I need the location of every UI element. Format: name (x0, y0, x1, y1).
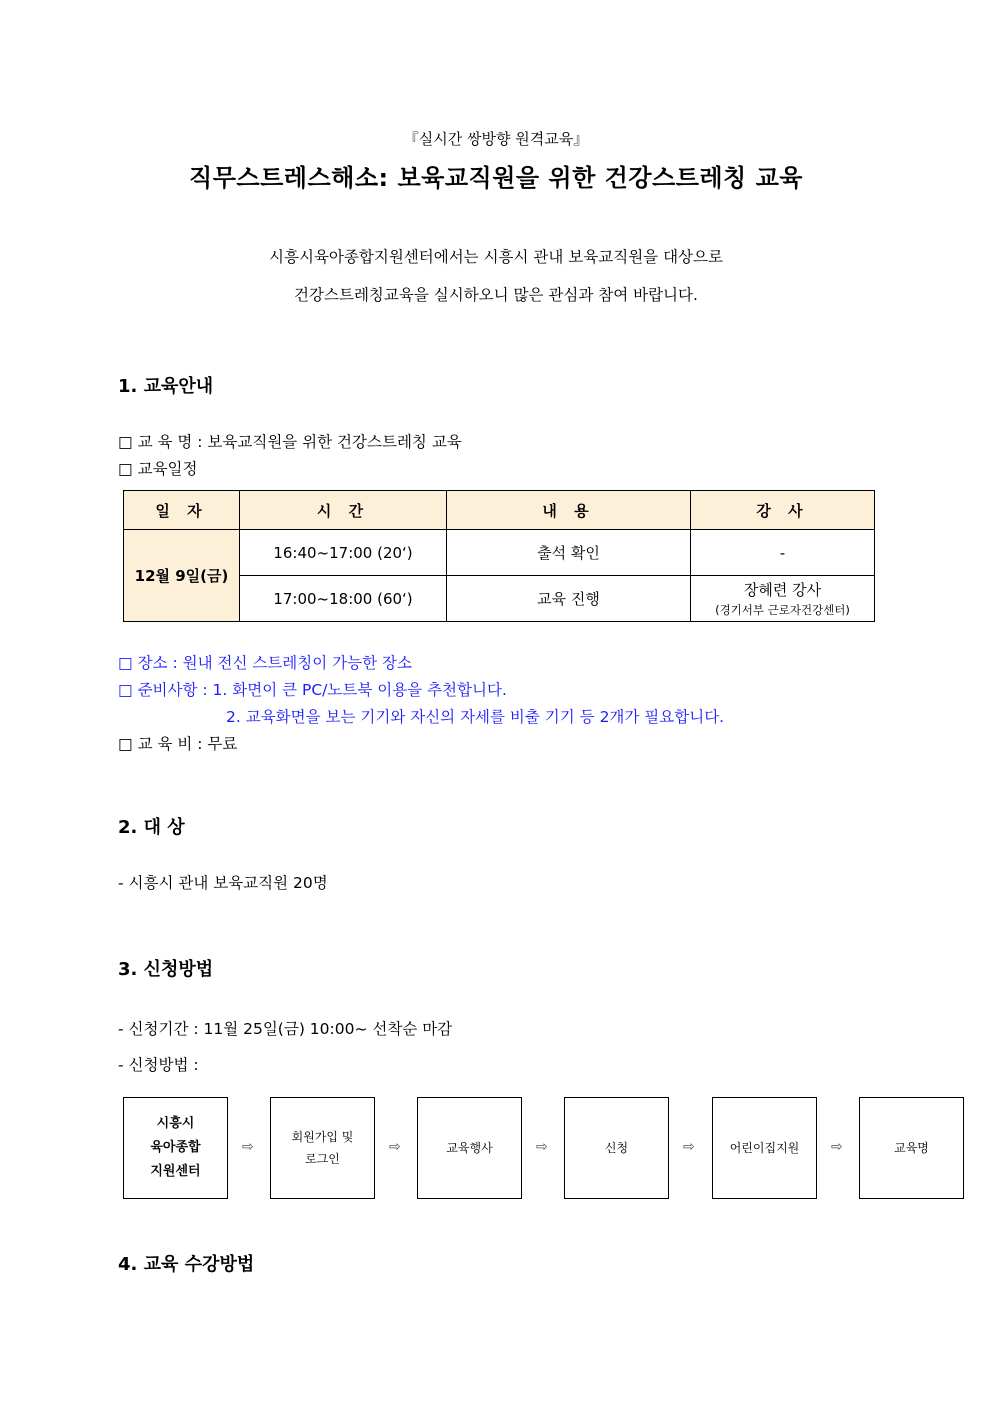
method-line: - 신청방법 : (118, 1056, 199, 1074)
schedule-table (123, 490, 875, 622)
time-cell: 16:40~17:00 (20‘) (240, 530, 447, 576)
header-time: 시 간 (240, 491, 447, 530)
document-title: 직무스트레스해소: 보육교직원을 위한 건강스트레칭 교육 (189, 164, 803, 192)
prep-line-2: 2. 교육화면을 보는 기기와 자신의 자세를 비출 기기 등 2개가 필요합니다. (226, 708, 725, 726)
instructor-name: 장혜련 강사 (743, 581, 822, 599)
content-cell: 출석 확인 (447, 530, 691, 576)
edu-name-line: □ 교 육 명 : 보육교직원을 위한 건강스트레칭 교육 (118, 433, 462, 451)
content-cell: 교육 진행 (447, 576, 691, 622)
arrow-icon: ⇨ (831, 1139, 843, 1155)
intro-line-1: 시흥시육아종합지원센터에서는 시흥시 관내 보육교직원을 대상으로 (269, 248, 723, 266)
table-row (124, 530, 875, 576)
flow-step-center: 시흥시 육아종합 지원센터 (123, 1097, 228, 1199)
flow-step-events: 교육행사 (417, 1097, 522, 1199)
fee-line: □ 교 육 비 : 무료 (118, 735, 238, 753)
arrow-icon: ⇨ (683, 1139, 695, 1155)
arrow-icon: ⇨ (389, 1139, 401, 1155)
flow-step-apply: 신청 (564, 1097, 669, 1199)
section-1-heading: 1. 교육안내 (118, 376, 214, 397)
arrow-icon: ⇨ (536, 1139, 548, 1155)
section-3-heading: 3. 신청방법 (118, 959, 214, 980)
period-line: - 신청기간 : 11월 25일(금) 10:00~ 선착순 마감 (118, 1020, 453, 1038)
prep-line-1: □ 준비사항 : 1. 화면이 큰 PC/노트북 이용을 추천합니다. (118, 681, 507, 699)
schedule-label: □ 교육일정 (118, 460, 198, 478)
target-line: - 시흥시 관내 보육교직원 20명 (118, 874, 328, 892)
intro-line-2: 건강스트레칭교육을 실시하오니 많은 관심과 참여 바랍니다. (294, 286, 698, 304)
instructor-cell (691, 576, 875, 622)
flow-step-daycare-support: 어린이집지원 (712, 1097, 817, 1199)
arrow-icon: ⇨ (242, 1139, 254, 1155)
time-cell: 17:00~18:00 (60‘) (240, 576, 447, 622)
date-cell: 12월 9일(금) (124, 530, 240, 622)
header-date: 일 자 (124, 491, 240, 530)
flow-step-course-name: 교육명 (859, 1097, 964, 1199)
header-content: 내 용 (447, 491, 691, 530)
header-instructor: 강 사 (691, 491, 875, 530)
table-header-row (124, 491, 875, 530)
section-2-heading: 2. 대 상 (118, 817, 185, 838)
section-4-heading: 4. 교육 수강방법 (118, 1254, 255, 1275)
instructor-affiliation: (경기서부 근로자건강센터) (715, 603, 850, 617)
place-line: □ 장소 : 원내 전신 스트레칭이 가능한 장소 (118, 654, 412, 672)
flow-step-login: 회원가입 및 로그인 (270, 1097, 375, 1199)
instructor-cell: - (691, 530, 875, 576)
document-subtitle: 『실시간 쌍방향 원격교육』 (403, 130, 589, 148)
